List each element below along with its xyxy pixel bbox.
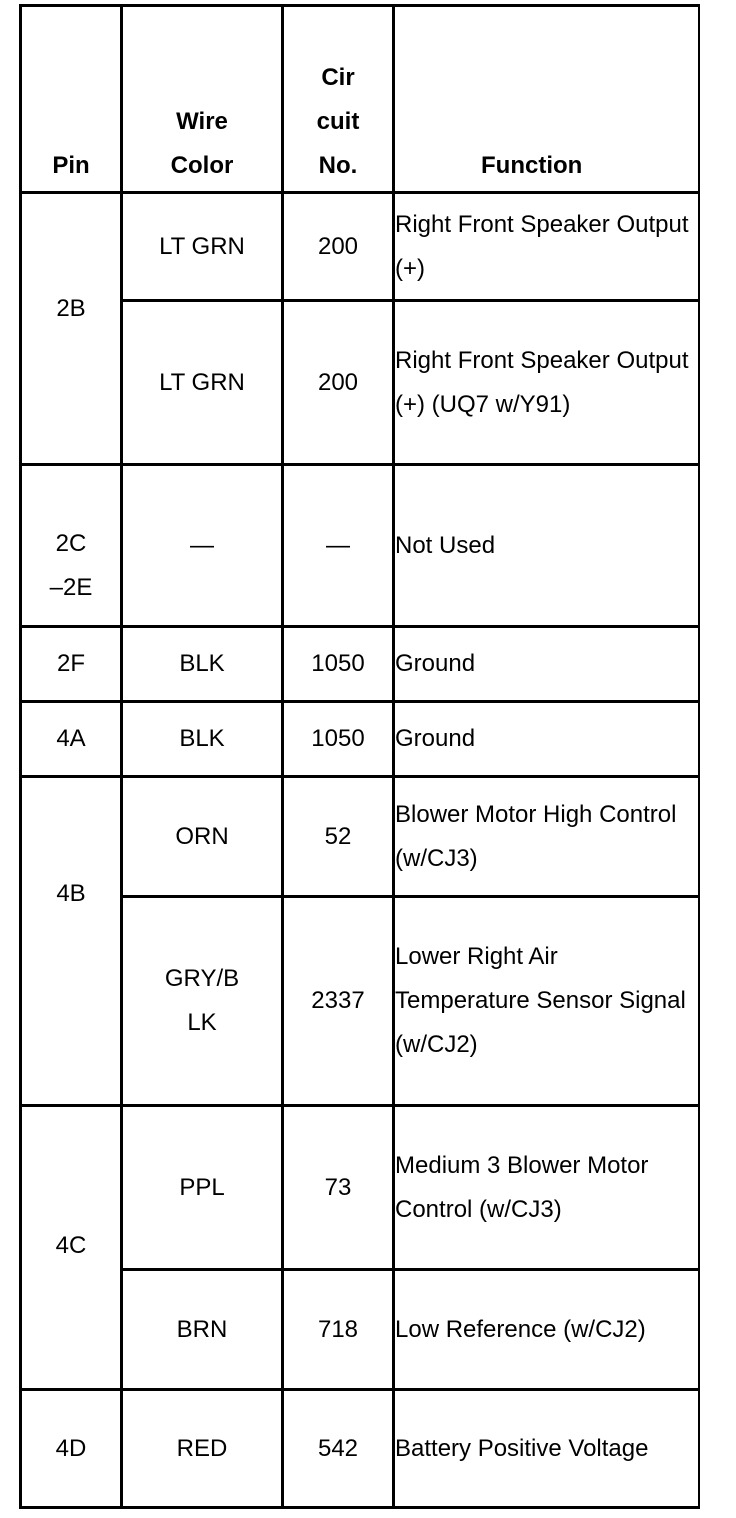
pin-table — [19, 4, 700, 1509]
circuit-cell: — — [283, 465, 394, 627]
pin-cell: 2F — [21, 627, 122, 702]
table-row — [21, 1390, 699, 1508]
wire-color-cell: BLK — [122, 702, 283, 777]
circuit-cell: 1050 — [283, 702, 394, 777]
table-row — [21, 627, 699, 702]
pin-value: 4B — [56, 880, 86, 907]
header-circuit-line-1: Cir — [321, 64, 355, 91]
wire-color-cell: BRN — [122, 1270, 283, 1390]
circuit-cell: 2337 — [283, 897, 394, 1106]
table-row — [21, 465, 699, 627]
circuit-cell: 1050 — [283, 627, 394, 702]
table-row — [21, 193, 699, 301]
function-cell: Low Reference (w/CJ2) — [394, 1270, 699, 1390]
header-circuit-line-3: No. — [318, 152, 358, 179]
header-circuit-line-2: cuit — [316, 108, 360, 135]
function-cell: Medium 3 Blower Motor Control (w/CJ3) — [394, 1106, 699, 1270]
function-cell: Battery Positive Voltage — [394, 1390, 699, 1508]
header-wire-color-line-1: Wire — [176, 108, 228, 135]
function-cell: Ground — [394, 627, 699, 702]
table-row — [21, 1270, 699, 1390]
pin-cell — [21, 465, 122, 627]
pin-value: 2B — [56, 294, 86, 322]
header-function: Function — [394, 6, 699, 193]
circuit-cell: 73 — [283, 1106, 394, 1270]
header-pin: Pin — [21, 6, 122, 193]
table-row — [21, 702, 699, 777]
wire-color-cell: PPL — [122, 1106, 283, 1270]
pin-value: 4C — [55, 1231, 87, 1259]
table-row — [21, 777, 699, 897]
circuit-cell: 718 — [283, 1270, 394, 1390]
header-wire-color-line-2: Color — [170, 152, 234, 179]
pin-value-line-2: –2E — [49, 574, 93, 601]
table-row — [21, 1106, 699, 1270]
pin-value-line-1: 2C — [55, 530, 87, 557]
pin-cell — [21, 1106, 122, 1390]
pin-cell: 4D — [21, 1390, 122, 1508]
pin-cell — [21, 193, 122, 465]
table-row — [21, 301, 699, 465]
circuit-cell: 200 — [283, 301, 394, 465]
header-wire-color — [122, 6, 283, 193]
wire-color-cell: ORN — [122, 777, 283, 897]
wire-color-line-2: LK — [187, 1009, 217, 1036]
wire-color-line-1: GRY/B — [164, 965, 240, 992]
function-cell: Lower Right Air Temperature Sensor Signal (w/CJ2) — [394, 897, 699, 1106]
function-cell: Not Used — [394, 465, 699, 627]
table-row — [21, 897, 699, 1106]
wire-color-cell: RED — [122, 1390, 283, 1508]
wire-color-cell: — — [122, 465, 283, 627]
wire-color-cell: LT GRN — [122, 193, 283, 301]
circuit-cell: 52 — [283, 777, 394, 897]
function-cell: Right Front Speaker Output (+) — [394, 193, 699, 301]
function-cell: Right Front Speaker Output (+) (UQ7 w/Y91) — [394, 301, 699, 465]
function-cell: Blower Motor High Control (w/CJ3) — [394, 777, 699, 897]
circuit-cell: 200 — [283, 193, 394, 301]
wire-color-cell — [122, 897, 283, 1106]
function-cell: Ground — [394, 702, 699, 777]
wire-color-cell: LT GRN — [122, 301, 283, 465]
header-row — [21, 6, 699, 193]
pin-cell — [21, 777, 122, 1106]
header-circuit-no — [283, 6, 394, 193]
pin-cell: 4A — [21, 702, 122, 777]
wire-color-cell: BLK — [122, 627, 283, 702]
circuit-cell: 542 — [283, 1390, 394, 1508]
